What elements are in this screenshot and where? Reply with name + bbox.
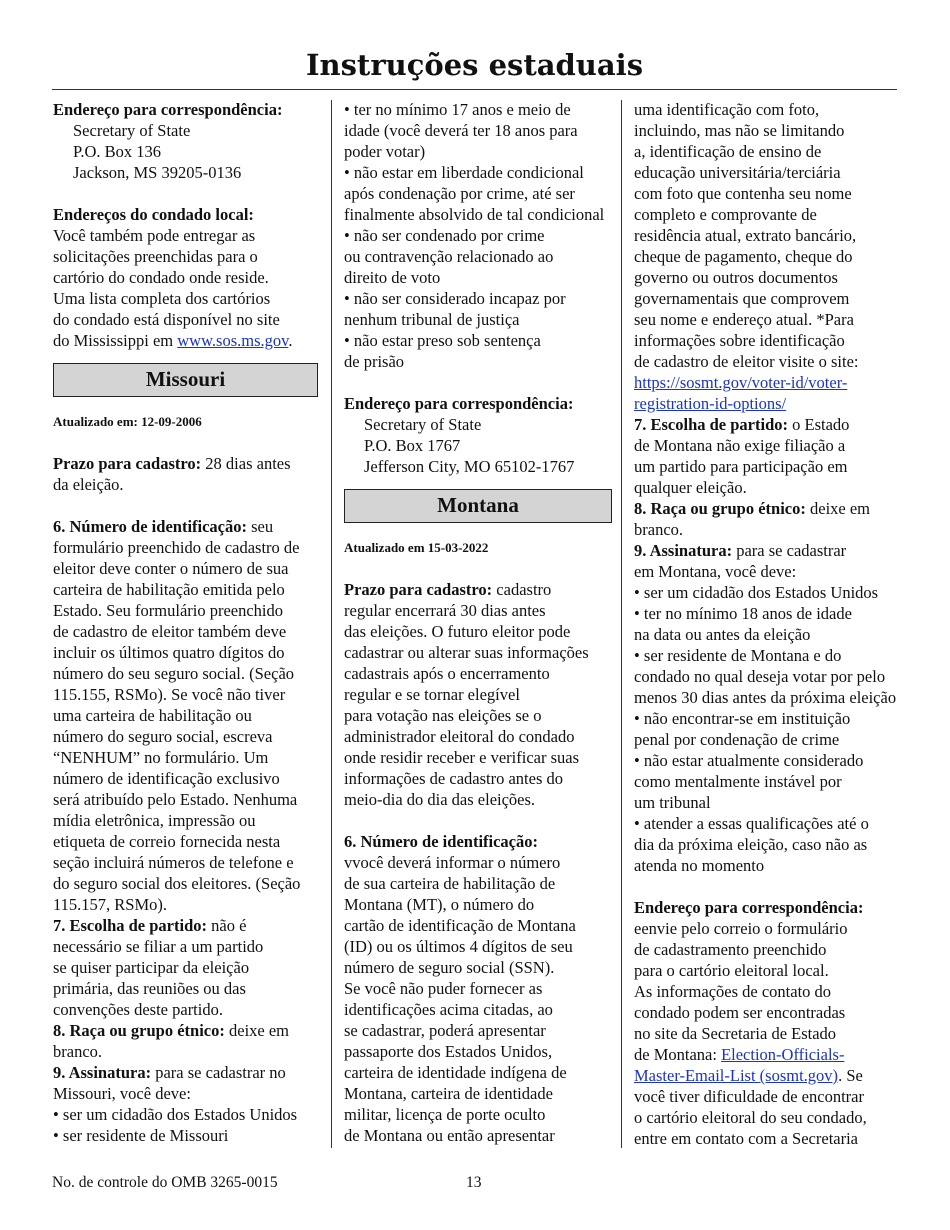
c1-county-line: Você também pode entregar as (53, 226, 256, 245)
c1-id-line: número do seguro social, escreva (53, 727, 273, 746)
c1-party-line: convenções deste partido. (53, 1000, 223, 1019)
montana-party-text (634, 435, 899, 498)
c2-id-line: se cadastrar, poderá apresentar (344, 1021, 546, 1040)
missouri-signature-text (53, 1083, 318, 1146)
voter-id-link-cont[interactable]: registration-id-options/ (634, 394, 787, 413)
c3-idcont-line: residência atual, extrato bancário, (634, 226, 857, 245)
c3-sig-line: penal por condenação de crime (634, 730, 840, 749)
c1-id-line: formulário preenchido de cadastro de (53, 538, 300, 557)
county-text (53, 225, 318, 330)
c2-bullets-line: ou contravenção relacionado ao (344, 247, 554, 266)
c3-idcont-line: uma identificação com foto, (634, 100, 820, 119)
c3-sig-line: condado no qual deseja votar por pelo (634, 667, 886, 686)
c2-deadline-line: para votação nas eleições se o (344, 706, 542, 725)
c2-id-line: Se você não puder fornecer as (344, 979, 543, 998)
c2-id-line: vvocê deverá informar o número (344, 853, 561, 872)
c1-id-line: mídia eletrônica, impressão ou (53, 811, 256, 830)
c1-county-line: Uma lista completa dos cartórios (53, 289, 271, 308)
missouri-party-text (53, 936, 318, 1020)
montana-updated-date: Atualizado em 15-03-2022 (344, 540, 489, 555)
c2-mail-line: Jefferson City, MO 65102-1767 (364, 457, 575, 476)
omb-control-number: No. de controle do OMB 3265-0015 (52, 1174, 278, 1191)
c2-bullets-line: nenhum tribunal de justiça (344, 310, 520, 329)
missouri-mail-heading: Endereço para correspondência: (344, 394, 574, 413)
c2-id-line: número de seguro social (SSN). (344, 958, 555, 977)
c3-idcont-line: de cadastro de eleitor visite o site: (634, 352, 859, 371)
c3-idcont-line: informações sobre identificação (634, 331, 845, 350)
c3-mail-line: para o cartório eleitoral local. (634, 961, 829, 980)
c2-deadline-line: onde residir receber e verificar suas (344, 748, 579, 767)
c2-bullets-line: de prisão (344, 352, 405, 371)
c3-sig-line: um tribunal (634, 793, 711, 812)
montana-race-cont: branco. (634, 520, 684, 539)
montana-mail-link-line: de Montana: Election-Officials- (634, 1045, 845, 1064)
c3-mail-line: condado podem ser encontradas (634, 1003, 846, 1022)
election-officials-link-cont[interactable]: Master-Email-List (sosmt.gov) (634, 1066, 839, 1085)
c2-deadline-line: administrador eleitoral do condado (344, 727, 575, 746)
c2-id-line: carteira de identidade indígena de (344, 1063, 567, 1082)
c2-bullets-line: direito de voto (344, 268, 441, 287)
c2-id-line: militar, licença de porte oculto (344, 1105, 546, 1124)
c1-sig-line: • ser um cidadão dos Estados Unidos (53, 1105, 298, 1124)
missouri-race-cont: branco. (53, 1042, 103, 1061)
voter-id-link[interactable]: https://sosmt.gov/voter-id/voter- (634, 373, 848, 392)
c3-sig-line: atenda no momento (634, 856, 765, 875)
c3-sig-line: em Montana, você deve: (634, 562, 797, 581)
mississippi-mail-heading: Endereço para correspondência: (53, 100, 283, 119)
c1-id-line: será atribuído pelo Estado. Nenhuma (53, 790, 298, 809)
montana-id-text (344, 852, 612, 1146)
c3-sig-line: • não encontrar-se em instituição (634, 709, 851, 728)
missouri-id-heading: 6. Número de identificação: seu (53, 517, 274, 536)
page-number: 13 (466, 1174, 482, 1191)
c2-deadline-line: das eleições. O futuro eleitor pode (344, 622, 571, 641)
c3-idcont-line: cheque de pagamento, cheque do (634, 247, 853, 266)
c1-id-line: etiqueta de correio fornecida nesta (53, 832, 281, 851)
c1-sig-line: Missouri, você deve: (53, 1084, 191, 1103)
c3-idcont-line: a, identificação de ensino de (634, 142, 822, 161)
c3-party-line: de Montana não exige filiação a (634, 436, 846, 455)
c1-id-line: Estado. Seu formulário preenchido (53, 601, 284, 620)
c2-id-line: Montana, carteira de identidade (344, 1084, 553, 1103)
c2-bullets-line: • não ser condenado por crime (344, 226, 545, 245)
county-heading: Endereços do condado local: (53, 205, 254, 224)
c1-id-line: “NENHUM” no formulário. Um (53, 748, 269, 767)
c2-id-line: identificações acima citadas, ao (344, 1000, 553, 1019)
c3-idcont-line: com foto que contenha seu nome (634, 184, 852, 203)
missouri-state-header: Missouri (53, 363, 318, 397)
column-divider-1 (331, 100, 332, 1148)
c1-party-line: primária, das reuniões ou das (53, 979, 246, 998)
c2-mail-line: P.O. Box 1767 (364, 436, 461, 455)
montana-mail-text (634, 918, 899, 1044)
c1-party-line: necessário se filiar a um partido (53, 937, 264, 956)
c2-bullets-line: após condenação por crime, até ser (344, 184, 575, 203)
voter-id-link-line2 (634, 393, 899, 414)
c3-sig-line: na data ou antes da eleição (634, 625, 811, 644)
c2-deadline-line: meio-dia do dia das eleições. (344, 790, 536, 809)
missouri-mail-address (344, 414, 612, 477)
c3-sig-line: • ser residente de Montana e do (634, 646, 842, 665)
c2-id-line: Montana (MT), o número do (344, 895, 535, 914)
c2-bullets-line: • não ser considerado incapaz por (344, 289, 566, 308)
column-3 (634, 99, 899, 1149)
c1-id-line: uma carteira de habilitação ou (53, 706, 252, 725)
page-title: Instruções estaduais (305, 48, 644, 82)
montana-id-text-cont (634, 99, 899, 372)
c3-sig-line: • ser um cidadão dos Estados Unidos (634, 583, 879, 602)
c3-sig-line: • atender a essas qualificações até o (634, 814, 869, 833)
c1-id-line: carteira de habilitação emitida pelo (53, 580, 285, 599)
c3-idcont-line: completo e comprovante de (634, 205, 817, 224)
montana-deadline-text (344, 600, 612, 810)
missouri-deadline-cont: da eleição. (53, 475, 124, 494)
montana-signature-text (634, 561, 899, 876)
c3-mailend-line: o cartório eleitoral do seu condado, (634, 1108, 867, 1127)
mississippi-mail-address (53, 120, 318, 183)
c1-county-line: cartório do condado onde reside. (53, 268, 269, 287)
c1-id-line: número de identificação exclusivo (53, 769, 280, 788)
c2-bullets-line: poder votar) (344, 142, 426, 161)
c2-mail-line: Secretary of State (364, 415, 482, 434)
c2-deadline-line: informações de cadastro antes do (344, 769, 563, 788)
montana-state-header: Montana (344, 489, 612, 523)
c3-mail-line: eenvie pelo correio o formulário (634, 919, 848, 938)
c1-county-line: do condado está disponível no site (53, 310, 280, 329)
c3-party-line: qualquer eleição. (634, 478, 747, 497)
c1-id-line: de cadastro de eleitor também deve (53, 622, 287, 641)
column-divider-2 (621, 100, 622, 1148)
montana-id-heading: 6. Número de identificação: (344, 832, 538, 851)
voter-id-link-line1 (634, 372, 899, 393)
c3-idcont-line: governamentais que comprovem (634, 289, 850, 308)
c3-party-line: um partido para participação em (634, 457, 848, 476)
c3-sig-line: menos 30 dias antes da próxima eleição (634, 688, 897, 707)
title-divider (52, 89, 897, 90)
c3-idcont-line: seu nome e endereço atual. *Para (634, 310, 854, 329)
c3-idcont-line: incluindo, mas não se limitando (634, 121, 845, 140)
c2-deadline-line: regular encerrará 30 dias antes (344, 601, 546, 620)
c2-bullets-line: • não estar preso sob sentença (344, 331, 541, 350)
missouri-eligibility-list (344, 99, 612, 372)
c1-sig-line: • ser residente de Missouri (53, 1126, 229, 1145)
montana-mail-text-end (634, 1086, 899, 1149)
montana-mail-heading: Endereço para correspondência: (634, 898, 864, 917)
missouri-signature: 9. Assinatura: para se cadastrar no (53, 1063, 286, 1082)
c1-id-line: 115.157, RSMo). (53, 895, 167, 914)
montana-deadline: Prazo para cadastro: cadastro (344, 580, 552, 599)
c2-id-line: de Montana ou então apresentar (344, 1126, 555, 1145)
c2-bullets-line: finalmente absolvido de tal condicional (344, 205, 605, 224)
c3-sig-line: dia da próxima eleição, caso não as (634, 835, 868, 854)
montana-party: 7. Escolha de partido: o Estado (634, 415, 850, 434)
column-2 (344, 99, 612, 1146)
c3-idcont-line: governo ou outros documentos (634, 268, 838, 287)
c3-sig-line: • não estar atualmente considerado (634, 751, 864, 770)
c1-id-line: seção incluirá números de telefone e (53, 853, 294, 872)
c2-deadline-line: cadastrar ou alterar suas informações (344, 643, 589, 662)
c3-mail-line: de cadastramento preenchido (634, 940, 827, 959)
c2-id-line: de sua carteira de habilitação de (344, 874, 556, 893)
c2-deadline-line: regular e se tornar elegível (344, 685, 520, 704)
c1-id-line: do seguro social dos eleitores. (Seção (53, 874, 301, 893)
montana-signature: 9. Assinatura: para se cadastrar (634, 541, 847, 560)
c3-mail-line: As informações de contato do (634, 982, 832, 1001)
c1-party-line: se quiser participar da eleição (53, 958, 250, 977)
c1-id-line: incluir os últimos quatro dígitos do (53, 643, 285, 662)
missouri-id-text (53, 537, 318, 915)
c2-id-line: (ID) ou os últimos 4 dígitos de seu (344, 937, 573, 956)
c1-mail-line: Secretary of State (73, 121, 191, 140)
c1-id-line: número do seu seguro social. (Seção (53, 664, 295, 683)
montana-race: 8. Raça ou grupo étnico: deixe em (634, 499, 871, 518)
missouri-race: 8. Raça ou grupo étnico: deixe em (53, 1021, 290, 1040)
c3-sig-line: como mentalmente instável por (634, 772, 842, 791)
c3-idcont-line: educação universitária/terciária (634, 163, 841, 182)
c1-id-line: eleitor deve conter o número de sua (53, 559, 289, 578)
c2-bullets-line: • não estar em liberdade condicional (344, 163, 584, 182)
c3-sig-line: • ter no mínimo 18 anos de idade (634, 604, 852, 623)
c3-mail-line: no site da Secretaria de Estado (634, 1024, 837, 1043)
c1-county-line: solicitações preenchidas para o (53, 247, 258, 266)
c1-id-line: 115.155, RSMo). Se você não tiver (53, 685, 286, 704)
county-last-line: do Mississippi em www.sos.ms.gov. (53, 331, 293, 350)
c1-mail-line: P.O. Box 136 (73, 142, 162, 161)
sos-ms-link[interactable]: www.sos.ms.gov (177, 331, 289, 350)
missouri-party: 7. Escolha de partido: não é (53, 916, 247, 935)
missouri-updated-date: Atualizado em: 12-09-2006 (53, 414, 202, 429)
montana-mail-link-line2: Master-Email-List (sosmt.gov). Se (634, 1066, 863, 1085)
column-1 (53, 99, 318, 1146)
c2-id-line: passaporte dos Estados Unidos, (344, 1042, 553, 1061)
election-officials-link[interactable]: Election-Officials- (721, 1045, 845, 1064)
missouri-deadline: Prazo para cadastro: 28 dias antes (53, 454, 291, 473)
c2-bullets-line: idade (você deverá ter 18 anos para (344, 121, 578, 140)
c2-bullets-line: • ter no mínimo 17 anos e meio de (344, 100, 571, 119)
c1-mail-line: Jackson, MS 39205-0136 (73, 163, 242, 182)
c2-deadline-line: cadastrais após o encerramento (344, 664, 550, 683)
c3-mailend-line: você tiver dificuldade de encontrar (634, 1087, 864, 1106)
c2-id-line: cartão de identificação de Montana (344, 916, 576, 935)
c3-mailend-line: entre em contato com a Secretaria (634, 1129, 859, 1148)
